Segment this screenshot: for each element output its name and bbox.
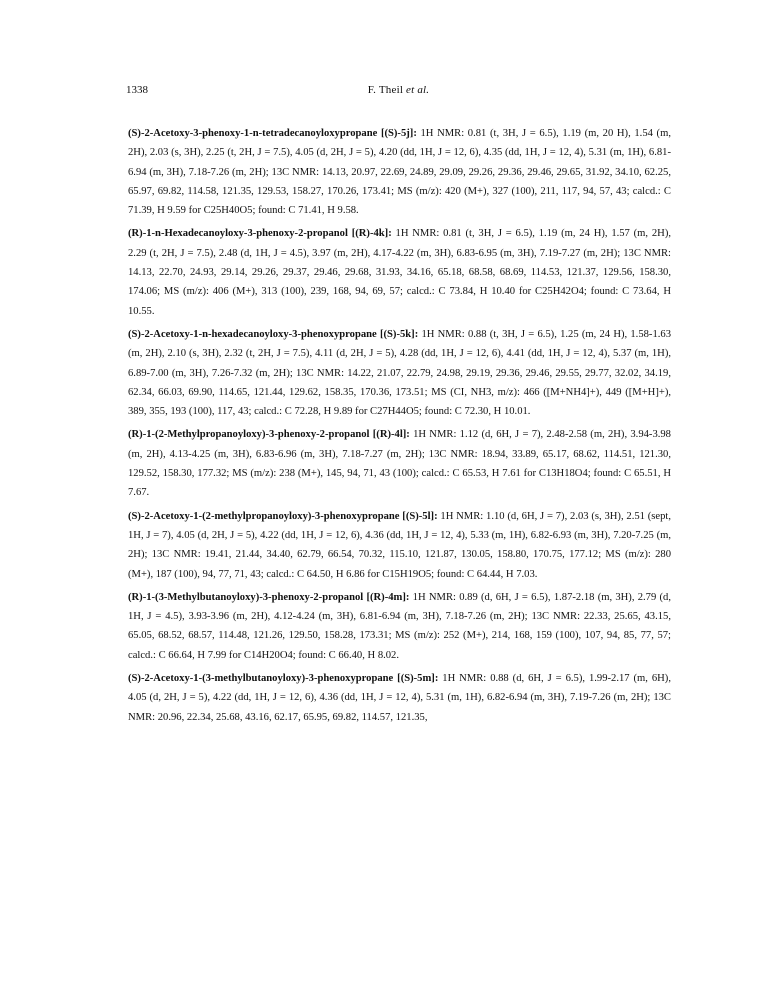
page-header xyxy=(126,84,671,100)
compound-entry-5l xyxy=(128,507,671,584)
compound-data: 1H NMR: 0.81 (t, 3H, J = 6.5), 1.19 (m, 20 H), 1.54 (m, 2H), 2.03 (s, 3H), 2.25 (t, 2H, J = 7.5), 4.05 (d, 2H, J = 5), 4.20 (dd, 1H, J = 12, 6), 4.35 (dd, 1H, J = 12, 4), 5.31 (m, 1H), 6.81-6.94 (m, 3H), 7.18-7.26 (m, 2H); 13C NMR: 14.13, 20.97, 22.69, 24.89, 29.09, 29.26, 29.36, 29.46, 29.65, 31.92, 34.10, 62.25, 65.97, 69.82, 114.58, 121.35, 129.53, 158.27, 170.26, 173.41; MS (m/z): 420 (M+), 327 (100), 211, 117, 94, 57, 43; calcd.: C 71.39, H 9.59 for C25H40O5; found: C 71.41, H 9.58. xyxy=(128,128,671,217)
compound-title: (R)-1-(3-Methylbutanoyloxy)-3-phenoxy-2-propanol [(R)-4m]: xyxy=(128,591,410,603)
compound-data: 1H NMR: 0.88 (d, 6H, J = 6.5), 1.99-2.17 (m, 6H), 4.05 (d, 2H, J = 5), 4.22 (dd, 1H, J = 12, 6), 4.36 (dd, 1H, J = 12, 4), 5.31 (m, 1H), 6.82-6.94 (m, 3H), 7.19-7.26 (m, 2H); 13C NMR: 20.96, 22.34, 25.68, 43.16, 62.17, 65.95, 69.82, 114.57, 121.35, xyxy=(128,673,671,723)
compound-entry-4k xyxy=(128,224,671,320)
compound-entry-4m xyxy=(128,588,671,665)
compound-entry-5k xyxy=(128,325,671,421)
running-head xyxy=(126,84,671,96)
compound-title: (R)-1-n-Hexadecanoyloxy-3-phenoxy-2-propanol [(R)-4k]: xyxy=(128,228,392,240)
compound-data: 1H NMR: 1.10 (d, 6H, J = 7), 2.03 (s, 3H), 2.51 (sept, 1H, J = 7), 4.05 (d, 2H, J = 5), 4.22 (dd, 1H, J = 12, 6), 4.36 (dd, 1H, J = 12, 4), 5.33 (m, 1H), 6.82-6.93 (m, 3H), 7.20-7.25 (m, 2H); 13C NMR: 19.41, 21.44, 34.40, 62.79, 66.54, 70.32, 115.10, 121.87, 130.05, 158.80, 170.75, 177.12; MS (m/z): 280 (M+), 187 (100), 94, 77, 71, 43; calcd.: C 64.50, H 6.86 for C15H19O5; found: C 64.44, H 7.03. xyxy=(128,510,671,580)
compound-entry-4l xyxy=(128,425,671,502)
compound-title: (S)-2-Acetoxy-3-phenoxy-1-n-tetradecanoyloxypropane [(S)-5j]: xyxy=(128,128,417,139)
compound-data: 1H NMR: 0.81 (t, 3H, J = 6.5), 1.19 (m, 24 H), 1.57 (m, 2H), 2.29 (t, 2H, J = 7.5), 2.48 (d, 1H, J = 4.5), 3.97 (m, 2H), 4.17-4.22 (m, 3H), 6.83-6.95 (m, 3H), 7.19-7.27 (m, 2H); 13C NMR: 14.13, 22.70, 24.93, 29.14, 29.26, 29.37, 29.46, 29.68, 31.93, 34.16, 65.18, 68.58, 68.69, 114.53, 121.37, 129.56, 158.30, 174.06; MS (m/z): 406 (M+), 313 (100), 239, 168, 94, 69, 57; calcd.: C 73.84, H 10.40 for C25H42O4; found: C 73.64, H 10.55. xyxy=(128,228,671,317)
compound-title: (S)-2-Acetoxy-1-(3-methylbutanoyloxy)-3-phenoxypropane [(S)-5m]: xyxy=(128,673,439,685)
experimental-text xyxy=(128,124,671,731)
compound-data: 1H NMR: 0.89 (d, 6H, J = 6.5), 1.87-2.18 (m, 3H), 2.79 (d, 1H, J = 4.5), 3.93-3.96 (m, 2H), 4.12-4.24 (m, 3H), 6.81-6.94 (m, 3H), 7.18-7.26 (m, 2H); 13C NMR: 22.33, 25.65, 43.15, 65.05, 68.52, 68.57, 114.48, 121.26, 129.50, 158.28, 173.31; MS (m/z): 252 (M+), 214, 168, 159 (100), 107, 94, 85, 77, 57; calcd.: C 66.64, H 7.99 for C14H20O4; found: C 66.40, H 8.02. xyxy=(128,591,671,661)
compound-title: (S)-2-Acetoxy-1-(2-methylpropanoyloxy)-3-phenoxypropane [(S)-5l]: xyxy=(128,510,438,522)
page-number: 1338 xyxy=(126,84,148,96)
compound-data: 1H NMR: 0.88 (t, 3H, J = 6.5), 1.25 (m, 24 H), 1.58-1.63 (m, 2H), 2.10 (s, 3H), 2.32 (t, 2H, J = 7.5), 4.11 (d, 2H, J = 5), 4.28 (dd, 1H, J = 12, 6), 4.41 (dd, 1H, J = 12, 4), 5.37 (m, 1H), 6.89-7.00 (m, 3H), 7.26-7.32 (m, 2H); 13C NMR: 14.22, 21.07, 22.79, 24.98, 29.19, 29.36, 29.46, 29.55, 29.77, 32.02, 34.19, 62.34, 66.03, 69.90, 114.65, 121.44, 129.62, 158.35, 170.36, 173.51; MS (CI, NH3, m/z): 466 ([M+NH4]+), 449 ([M+H]+), 389, 355, 193 (100), 117, 43; calcd.: C 72.28, H 9.89 for C27H44O5; found: C 72.30, H 10.01. xyxy=(128,328,671,418)
running-head-etal: et al. xyxy=(406,84,430,96)
compound-title: (R)-1-(2-Methylpropanoyloxy)-3-phenoxy-2-propanol [(R)-4l]: xyxy=(128,429,410,441)
running-head-author: F. Theil xyxy=(367,84,404,96)
compound-data: 1H NMR: 1.12 (d, 6H, J = 7), 2.48-2.58 (m, 2H), 3.94-3.98 (m, 2H), 4.13-4.25 (m, 3H), 6.83-6.96 (m, 3H), 7.18-7.27 (m, 2H); 13C NMR: 18.94, 33.89, 65.17, 68.62, 114.51, 121.30, 129.52, 158.30, 177.32; MS (m/z): 238 (M+), 145, 94, 71, 43 (100); calcd.: C 65.53, H 7.61 for C13H18O4; found: C 65.51, H 7.67. xyxy=(128,429,671,499)
compound-entry-5m xyxy=(128,669,671,727)
compound-entry-5j xyxy=(128,124,671,220)
compound-title: (S)-2-Acetoxy-1-n-hexadecanoyloxy-3-phenoxypropane [(S)-5k]: xyxy=(128,328,419,340)
